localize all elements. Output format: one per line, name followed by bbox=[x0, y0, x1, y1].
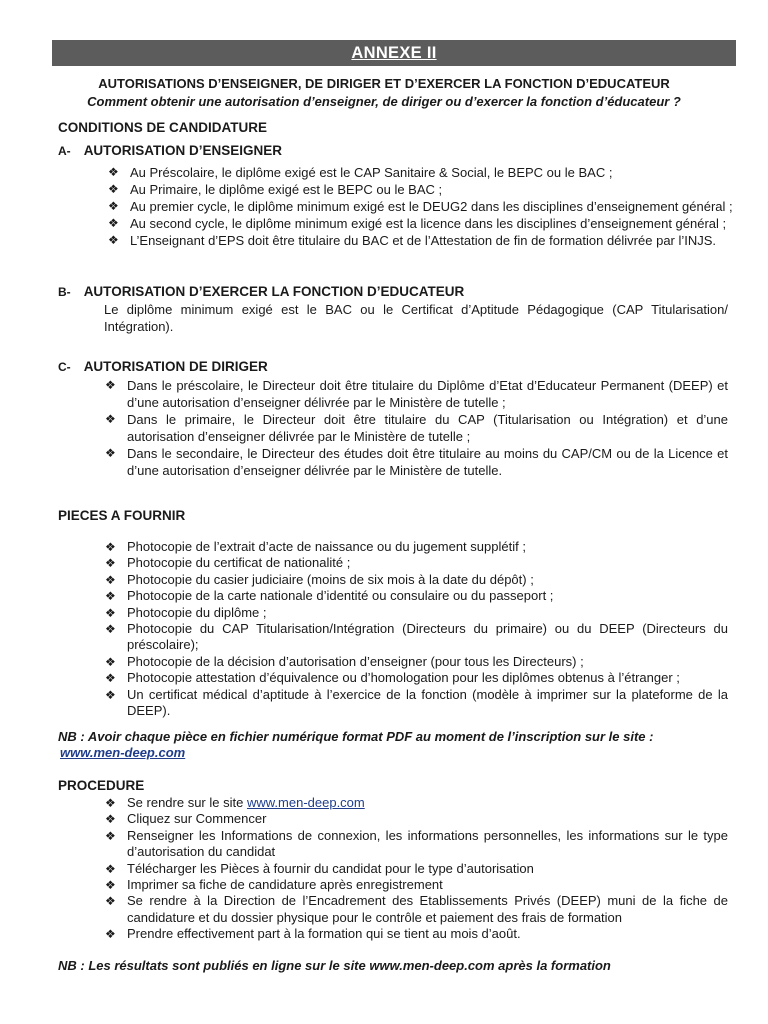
main-subtitle: Comment obtenir une autorisation d’enseigner, de diriger ou d’exercer la fonction d’éducateur ? bbox=[87, 94, 681, 109]
section-a-marker: A- bbox=[58, 144, 71, 158]
pieces-item-text: Photocopie de la décision d’autorisation d’enseigner (pour tous les Directeurs) ; bbox=[127, 653, 584, 669]
pieces-item-text: Photocopie de l’extrait d’acte de naissance ou du jugement supplétif ; bbox=[127, 539, 526, 554]
diamond-bullet-icon: ❖ bbox=[105, 446, 116, 460]
diamond-bullet-icon: ❖ bbox=[108, 165, 119, 179]
diamond-bullet-icon: ❖ bbox=[105, 556, 116, 571]
pieces-item bbox=[105, 572, 728, 588]
diamond-bullet-icon: ❖ bbox=[105, 927, 116, 942]
procedure-item bbox=[105, 811, 728, 827]
diamond-bullet-icon: ❖ bbox=[105, 861, 116, 876]
diamond-bullet-icon: ❖ bbox=[105, 540, 116, 554]
pieces-item bbox=[105, 687, 728, 720]
pieces-item bbox=[105, 654, 728, 670]
pieces-item bbox=[105, 621, 728, 654]
deep-site-link[interactable]: www.men-deep.com bbox=[60, 745, 186, 760]
procedure-item bbox=[105, 861, 728, 877]
section-a-item-text: Au second cycle, le diplôme minimum exigé est la licence dans les disciplines d’enseignement général ; bbox=[130, 216, 727, 231]
diamond-bullet-icon: ❖ bbox=[105, 572, 116, 587]
annex-title: ANNEXE II bbox=[351, 44, 437, 62]
section-c-marker: C- bbox=[58, 360, 71, 374]
pieces-item bbox=[105, 555, 728, 571]
procedure-site-link[interactable]: www.men-deep.com bbox=[246, 795, 365, 810]
diamond-bullet-icon: ❖ bbox=[105, 894, 116, 909]
section-a-item bbox=[108, 181, 733, 198]
pieces-item-text: Un certificat médical d’aptitude à l’exercice de la fonction (modèle à imprimer sur la plateforme de la DEEP). bbox=[127, 686, 728, 719]
procedure-item-text: Renseigner les Informations de connexion, les informations personnelles, les informations sur le type d’autorisation du candidat bbox=[127, 827, 728, 860]
procedure-list bbox=[105, 795, 728, 943]
pieces-item-text: Photocopie du certificat de nationalité ; bbox=[127, 555, 351, 571]
section-b-marker: B- bbox=[58, 285, 71, 299]
diamond-bullet-icon: ❖ bbox=[108, 182, 119, 196]
section-a-item-text: Au Primaire, le diplôme exigé est le BEPC ou le BAC ; bbox=[130, 182, 443, 197]
procedure-heading: PROCEDURE bbox=[58, 778, 145, 793]
diamond-bullet-icon: ❖ bbox=[105, 828, 116, 843]
procedure-item-text: Cliquez sur Commencer bbox=[127, 811, 267, 827]
diamond-bullet-icon: ❖ bbox=[105, 412, 116, 426]
procedure-item bbox=[105, 926, 728, 942]
section-a-heading bbox=[58, 143, 282, 158]
diamond-bullet-icon: ❖ bbox=[105, 796, 116, 810]
diamond-bullet-icon: ❖ bbox=[108, 216, 119, 230]
pieces-item-text: Photocopie de la carte nationale d’identité ou consulaire ou du passeport ; bbox=[127, 588, 554, 604]
procedure-item-text: Imprimer sa fiche de candidature après enregistrement bbox=[127, 877, 443, 893]
diamond-bullet-icon: ❖ bbox=[108, 199, 119, 213]
section-a-item bbox=[108, 164, 733, 181]
procedure-item-text: Prendre effectivement part à la formation qui se tient au mois d’août. bbox=[127, 926, 521, 942]
main-title: AUTORISATIONS D’ENSEIGNER, DE DIRIGER ET D’EXERCER LA FONCTION D’EDUCATEUR bbox=[98, 76, 670, 91]
pieces-item-text: Photocopie du diplôme ; bbox=[127, 604, 267, 620]
diamond-bullet-icon: ❖ bbox=[105, 878, 116, 893]
conditions-heading: CONDITIONS DE CANDIDATURE bbox=[58, 120, 267, 135]
section-c-item-text: Dans le préscolaire, le Directeur doit être titulaire du Diplôme d’Etat d’Educateur Permanent (DEEP) et d’une autorisation d’enseigner délivrée par le Ministère de tutelle ; bbox=[127, 378, 728, 410]
procedure-item-text: Se rendre à la Direction de l’Encadrement des Etablissements Privés (DEEP) muni de la fiche de candidature et du dossier physique pour le contrôle et paiement des frais de formation bbox=[127, 893, 728, 925]
pieces-list bbox=[105, 539, 728, 719]
section-a-item bbox=[108, 232, 733, 249]
pieces-item bbox=[105, 539, 728, 555]
diamond-bullet-icon: ❖ bbox=[105, 622, 116, 637]
section-b-heading bbox=[58, 284, 464, 299]
section-c-item bbox=[105, 411, 728, 445]
diamond-bullet-icon: ❖ bbox=[105, 378, 116, 392]
pieces-item-text: Photocopie du CAP Titularisation/Intégration (Directeurs du primaire) ou du DEEP (Directeurs du préscolaire); bbox=[127, 621, 728, 653]
section-a-item bbox=[108, 198, 733, 215]
pieces-heading: PIECES A FOURNIR bbox=[58, 508, 186, 523]
section-c-heading bbox=[58, 359, 268, 374]
nb-pdf-text: NB : Avoir chaque pièce en fichier numérique format PDF au moment de l’inscription sur le site : bbox=[58, 729, 654, 744]
section-a-item bbox=[108, 215, 733, 232]
procedure-item bbox=[105, 828, 728, 861]
section-c-item-text: Dans le secondaire, le Directeur des études doit être titulaire au moins du CAP/CM ou de la Licence et d’une autorisation d’enseigner délivrée par le Ministère de tutelle. bbox=[127, 446, 728, 478]
diamond-bullet-icon: ❖ bbox=[105, 589, 116, 604]
nb-results-note: NB : Les résultats sont publiés en ligne sur le site www.men-deep.com après la formation bbox=[58, 958, 611, 973]
section-c-item bbox=[105, 377, 728, 411]
procedure-item bbox=[105, 795, 728, 811]
diamond-bullet-icon: ❖ bbox=[105, 687, 116, 702]
diamond-bullet-icon: ❖ bbox=[105, 605, 116, 620]
section-c-item bbox=[105, 445, 728, 479]
pieces-item bbox=[105, 605, 728, 621]
diamond-bullet-icon: ❖ bbox=[105, 812, 116, 827]
section-a-title: AUTORISATION D’ENSEIGNER bbox=[83, 143, 282, 158]
section-c-item-text: Dans le primaire, le Directeur doit être titulaire du CAP (Titularisation ou Intégration) et d’une autorisation d’enseigner délivrée par le Ministère de tutelle ; bbox=[127, 412, 728, 444]
section-a-item-text: Au Préscolaire, le diplôme exigé est le CAP Sanitaire & Social, le BEPC ou le BAC ; bbox=[130, 165, 613, 180]
section-b-text: Le diplôme minimum exigé est le BAC ou le Certificat d’Aptitude Pédagogique (CAP Titularisation/ Intégration). bbox=[104, 302, 728, 334]
diamond-bullet-icon: ❖ bbox=[105, 654, 116, 669]
nb-pdf-note bbox=[58, 729, 738, 760]
pieces-item bbox=[105, 588, 728, 604]
section-b-title: AUTORISATION D’EXERCER LA FONCTION D’EDUCATEUR bbox=[83, 284, 465, 299]
pieces-item-text: Photocopie attestation d’équivalence ou d’homologation pour les diplômes obtenus à l’étranger ; bbox=[127, 670, 680, 686]
pieces-item bbox=[105, 670, 728, 686]
section-a-item-text: Au premier cycle, le diplôme minimum exigé est le DEUG2 dans les disciplines d’enseignement général ; bbox=[130, 199, 733, 214]
procedure-item bbox=[105, 877, 728, 893]
diamond-bullet-icon: ❖ bbox=[105, 671, 116, 686]
section-c-list bbox=[105, 377, 728, 479]
diamond-bullet-icon: ❖ bbox=[108, 233, 119, 247]
procedure-item-text: Se rendre sur le site bbox=[127, 795, 244, 810]
section-a-list bbox=[108, 164, 733, 249]
pieces-item-text: Photocopie du casier judiciaire (moins de six mois à la date du dépôt) ; bbox=[127, 571, 534, 587]
section-c-title: AUTORISATION DE DIRIGER bbox=[83, 359, 268, 374]
procedure-item bbox=[105, 893, 728, 926]
section-a-item-text: L’Enseignant d’EPS doit être titulaire du BAC et de l’Attestation de fin de formation délivrée par l’INJS. bbox=[130, 233, 717, 248]
procedure-item-text: Télécharger les Pièces à fournir du candidat pour le type d’autorisation bbox=[127, 860, 534, 876]
annex-header-bar bbox=[52, 40, 736, 66]
